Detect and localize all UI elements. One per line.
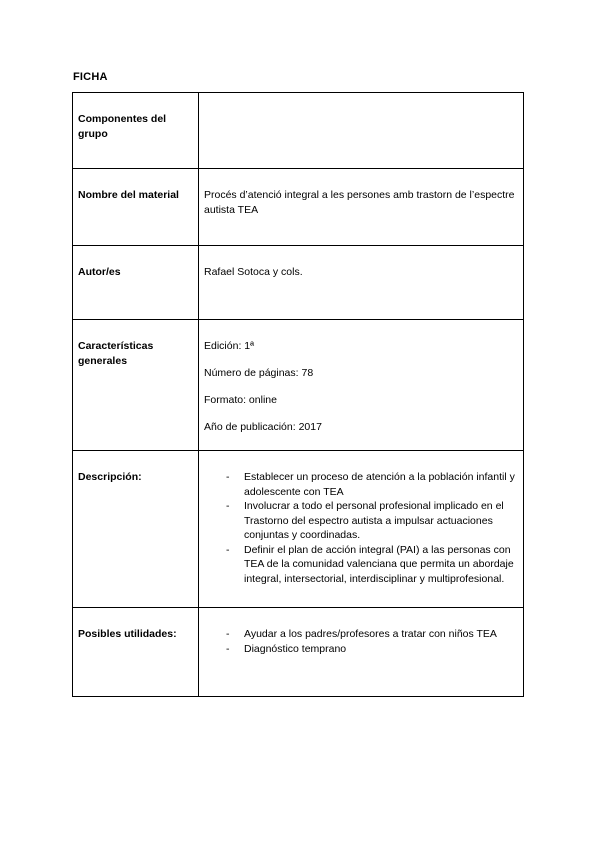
label-utilidades: Posibles utilidades:	[73, 608, 199, 697]
list-item: - Definir el plan de acción integral (PAI) a las personas con TEA de la comunidad valenciana que permita un abordaje integral, intersectorial, interdisciplinar y multiprofesional.	[226, 543, 517, 587]
utilidades-list	[204, 627, 517, 656]
descripcion-list	[204, 470, 517, 586]
value-autor: Rafael Sotoca y cols.	[199, 246, 524, 320]
value-nombre: Procés d’atenció integral a les persones amb trastorn de l’espectre autista TEA	[199, 169, 524, 246]
anio-text: Año de publicación: 2017	[204, 421, 322, 433]
formato-text: Formato: online	[204, 394, 277, 406]
paginas-text: Número de páginas: 78	[204, 367, 314, 379]
label-componentes: Componentes del grupo	[73, 93, 199, 169]
value-utilidades	[199, 608, 524, 697]
ficha-table	[72, 92, 524, 697]
list-item: - Diagnóstico temprano	[226, 642, 517, 657]
value-caracteristicas	[199, 320, 524, 451]
label-nombre: Nombre del material	[73, 169, 199, 246]
table-row-utilidades	[73, 608, 524, 697]
label-descripcion: Descripción:	[73, 451, 199, 608]
table-row-nombre	[73, 169, 524, 246]
table-row-autor	[73, 246, 524, 320]
list-item: - Involucrar a todo el personal profesional implicado en el Trastorno del espectro autista a impulsar actuaciones conjuntas y coordinadas.	[226, 499, 517, 543]
label-caracteristicas: Características generales	[73, 320, 199, 451]
document-heading: FICHA	[73, 71, 108, 83]
label-autor: Autor/es	[73, 246, 199, 320]
value-componentes	[199, 93, 524, 169]
table-row-caracteristicas	[73, 320, 524, 451]
table-row-descripcion	[73, 451, 524, 608]
edicion-text: Edición: 1ª	[204, 340, 254, 352]
list-item: - Ayudar a los padres/profesores a tratar con niños TEA	[226, 627, 517, 642]
value-descripcion	[199, 451, 524, 608]
table-row-componentes	[73, 93, 524, 169]
list-item: - Establecer un proceso de atención a la población infantil y adolescente con TEA	[226, 470, 517, 499]
